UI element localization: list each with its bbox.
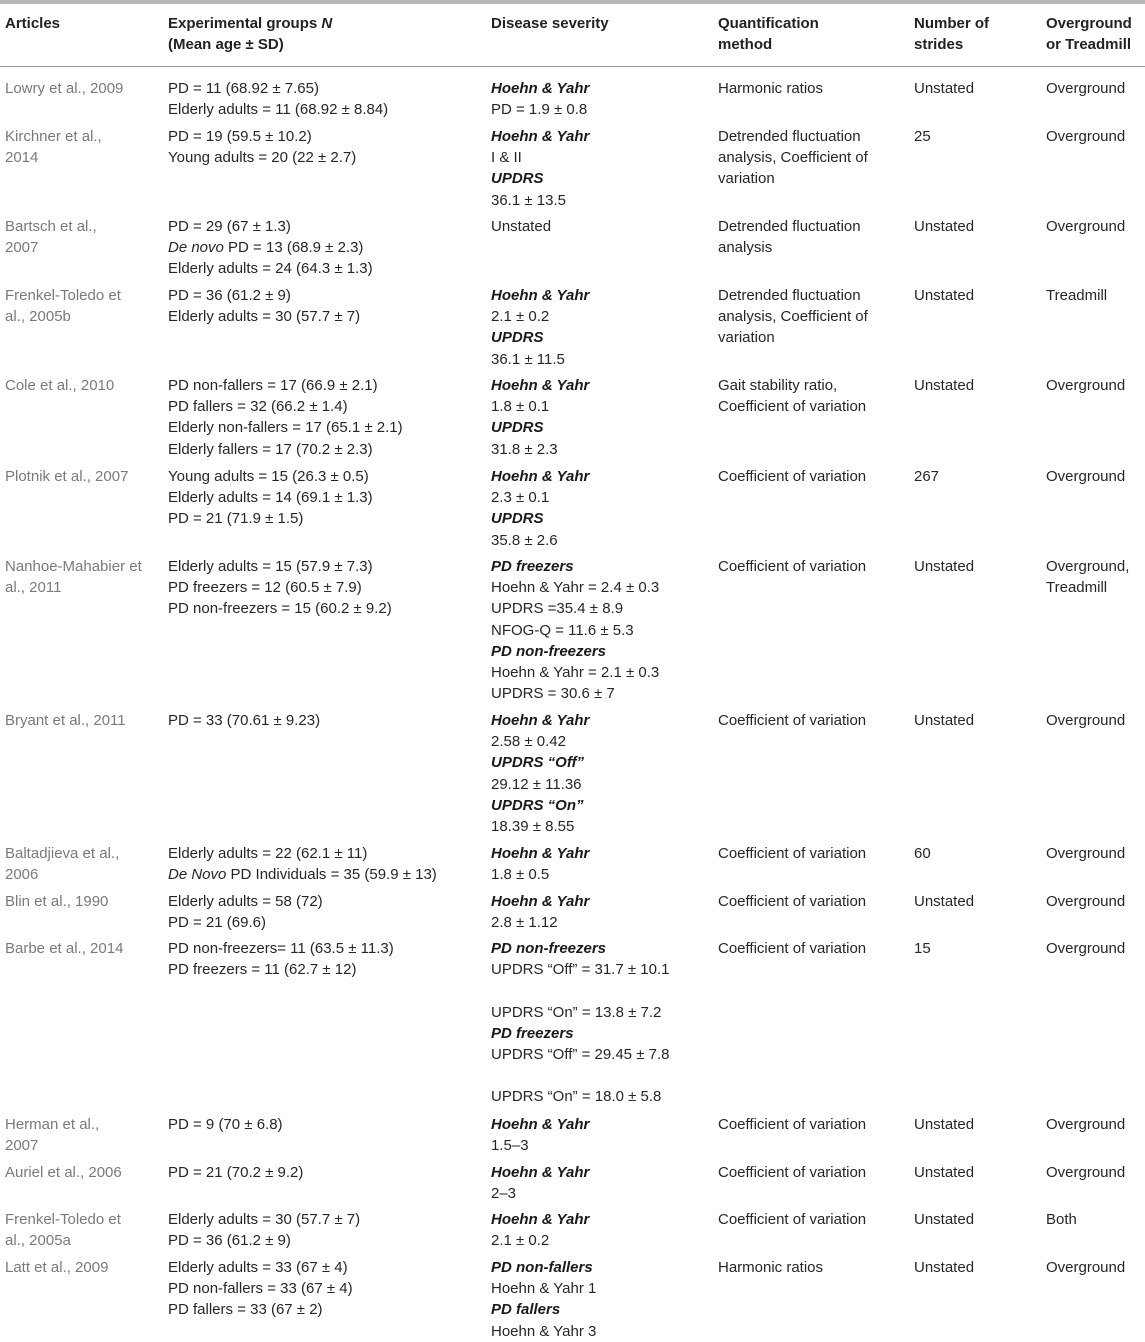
cell-number-of-strides: Unstated	[914, 893, 975, 910]
cell-overground-or-treadmill: Overground	[1046, 377, 1126, 394]
group-line	[168, 466, 468, 487]
severity-value: 2.3 ± 0.1	[491, 489, 550, 507]
severity-value: 1.8 ± 0.1	[491, 398, 550, 416]
severity-heading: PD freezers	[491, 558, 574, 575]
severity-heading: PD non-fallers	[491, 1259, 593, 1276]
group-line-text: PD fallers = 33 (67 ± 2)	[168, 1301, 323, 1319]
cell-overground-or-treadmill: Overground	[1046, 940, 1126, 957]
group-line	[168, 1114, 468, 1135]
group-line-text: Elderly adults = 58 (72)	[168, 893, 323, 910]
severity-value: UPDRS “On” = 13.8 ± 7.2	[491, 1003, 662, 1021]
severity-heading: Hoehn & Yahr	[491, 1116, 590, 1133]
group-line-text: PD non-freezers= 11 (63.5 ± 11.3)	[168, 940, 394, 957]
cell-quantification-method: Detrended fluctuation analysis	[718, 218, 861, 257]
severity-value: 1.5–3	[491, 1137, 529, 1155]
group-line-text: Young adults = 20 (22 ± 2.7)	[168, 149, 357, 167]
group-line	[168, 1230, 468, 1251]
cell-overground-or-treadmill: Overground	[1046, 1116, 1126, 1133]
cell-quantification-method: Harmonic ratios	[718, 80, 824, 97]
severity-heading: Hoehn & Yahr	[491, 712, 590, 729]
cell-disease-severity	[491, 1162, 706, 1204]
severity-value: UPDRS “On” = 18.0 ± 5.8	[491, 1088, 662, 1106]
severity-heading: Hoehn & Yahr	[491, 1164, 590, 1181]
group-line-italic: De novo	[168, 239, 224, 257]
cell-article: Barbe et al., 2014	[5, 940, 124, 957]
cell-quantification-method: Coefficient of variation	[718, 1164, 867, 1181]
severity-heading: UPDRS “Off”	[491, 754, 585, 772]
group-line	[168, 258, 468, 279]
cell-overground-or-treadmill: Overground	[1046, 128, 1126, 145]
cell-number-of-strides: Unstated	[914, 1164, 975, 1181]
group-line	[168, 556, 468, 577]
cell-experimental-groups	[168, 1114, 468, 1135]
cell-disease-severity	[491, 466, 706, 551]
cell-experimental-groups	[168, 1257, 468, 1321]
cell-number-of-strides: Unstated	[914, 558, 975, 575]
header-overground-or-treadmill: Overground or Treadmill	[1046, 15, 1132, 53]
cell-experimental-groups	[168, 938, 468, 980]
group-line-text: Elderly non-fallers = 17 (65.1 ± 2.1)	[168, 419, 403, 437]
severity-spacer	[491, 980, 706, 1001]
cell-disease-severity	[491, 216, 706, 237]
group-line-text: PD = 33 (70.61 ± 9.23)	[168, 712, 321, 729]
cell-disease-severity	[491, 556, 706, 704]
cell-disease-severity	[491, 843, 706, 885]
cell-quantification-method: Detrended fluctuation analysis, Coefficient of variation	[718, 287, 868, 347]
severity-heading: UPDRS	[491, 329, 544, 347]
group-line-text: PD freezers = 12 (60.5 ± 7.9)	[168, 579, 362, 597]
severity-value: Hoehn & Yahr = 2.1 ± 0.3	[491, 664, 660, 682]
cell-quantification-method: Coefficient of variation	[718, 1211, 867, 1228]
group-line	[168, 237, 468, 258]
severity-heading: Hoehn & Yahr	[491, 1211, 590, 1228]
cell-number-of-strides: Unstated	[914, 712, 975, 729]
group-line-text: PD freezers = 11 (62.7 ± 12)	[168, 961, 357, 979]
group-line	[168, 938, 468, 959]
severity-value: PD = 1.9 ± 0.8	[491, 101, 588, 119]
group-line-text: Elderly adults = 24 (64.3 ± 1.3)	[168, 260, 373, 278]
cell-article: Plotnik et al., 2007	[5, 468, 129, 485]
group-line	[168, 508, 468, 529]
group-line-text: PD = 21 (71.9 ± 1.5)	[168, 510, 304, 528]
cell-article: Bryant et al., 2011	[5, 712, 126, 729]
severity-value: I & II	[491, 149, 522, 167]
cell-experimental-groups	[168, 710, 468, 731]
header-rule	[0, 66, 1145, 67]
severity-value: 2–3	[491, 1185, 517, 1203]
severity-heading: Hoehn & Yahr	[491, 377, 590, 394]
cell-number-of-strides: 60	[914, 845, 931, 862]
group-line-text: PD = 11 (68.92 ± 7.65)	[168, 80, 319, 97]
cell-overground-or-treadmill: Overground	[1046, 845, 1126, 862]
group-line-text: PD = 9 (70 ± 6.8)	[168, 1116, 283, 1133]
cell-disease-severity	[491, 938, 706, 1108]
group-line	[168, 417, 468, 438]
cell-number-of-strides: Unstated	[914, 287, 975, 304]
cell-overground-or-treadmill: Both	[1046, 1211, 1077, 1228]
severity-heading: PD non-freezers	[491, 642, 607, 660]
group-line	[168, 959, 468, 980]
cell-experimental-groups	[168, 466, 468, 530]
cell-experimental-groups	[168, 78, 468, 120]
cell-article: Baltadjieva et al., 2006	[5, 845, 120, 884]
group-line	[168, 598, 468, 619]
cell-number-of-strides: Unstated	[914, 80, 975, 97]
group-line	[168, 126, 468, 147]
header-experimental-groups: Experimental groups N (Mean age ± SD)	[168, 15, 333, 53]
cell-quantification-method: Coefficient of variation	[718, 712, 867, 729]
cell-overground-or-treadmill: Treadmill	[1046, 287, 1108, 304]
cell-article: Cole et al., 2010	[5, 377, 115, 394]
severity-value: 2.58 ± 0.42	[491, 733, 566, 751]
cell-number-of-strides: Unstated	[914, 1116, 975, 1133]
group-line-text: PD non-fallers = 17 (66.9 ± 2.1)	[168, 377, 378, 394]
cell-experimental-groups	[168, 1162, 468, 1183]
severity-value: 1.8 ± 0.5	[491, 866, 550, 884]
group-line-text: Elderly adults = 22 (62.1 ± 11)	[168, 845, 368, 862]
cell-disease-severity	[491, 126, 706, 211]
cell-disease-severity	[491, 891, 706, 933]
severity-spacer	[491, 1065, 706, 1086]
cell-overground-or-treadmill: Overground	[1046, 80, 1126, 97]
severity-heading: PD fallers	[491, 1301, 561, 1319]
group-line	[168, 285, 468, 306]
cell-quantification-method: Coefficient of variation	[718, 558, 867, 575]
group-line-text: PD Individuals = 35 (59.9 ± 13)	[226, 866, 437, 884]
group-line	[168, 147, 468, 168]
cell-disease-severity	[491, 1209, 706, 1251]
group-line	[168, 1278, 468, 1299]
group-line-text: Young adults = 15 (26.3 ± 0.5)	[168, 468, 369, 485]
cell-number-of-strides: 267	[914, 468, 940, 485]
cell-article: Blin et al., 1990	[5, 893, 109, 910]
group-line-text: PD non-fallers = 33 (67 ± 4)	[168, 1280, 353, 1298]
group-line	[168, 99, 468, 120]
cell-number-of-strides: Unstated	[914, 1211, 975, 1228]
group-line-text: PD = 29 (67 ± 1.3)	[168, 218, 291, 235]
cell-quantification-method: Gait stability ratio, Coefficient of variation	[718, 377, 867, 416]
severity-value: 18.39 ± 8.55	[491, 818, 575, 836]
severity-heading: Hoehn & Yahr	[491, 80, 590, 97]
severity-heading: UPDRS “On”	[491, 796, 584, 814]
group-line	[168, 843, 468, 864]
severity-value: Hoehn & Yahr = 2.4 ± 0.3	[491, 579, 660, 597]
severity-value: 2.1 ± 0.2	[491, 308, 550, 326]
cell-overground-or-treadmill: Overground, Treadmill	[1046, 558, 1130, 597]
header-articles: Articles	[5, 15, 61, 32]
group-line-text: Elderly adults = 15 (57.9 ± 7.3)	[168, 558, 373, 575]
severity-value: UPDRS = 30.6 ± 7	[491, 685, 615, 703]
cell-disease-severity	[491, 1257, 706, 1342]
severity-heading: PD non-freezers	[491, 940, 607, 957]
group-line	[168, 912, 468, 933]
group-line	[168, 439, 468, 460]
cell-overground-or-treadmill: Overground	[1046, 468, 1126, 485]
group-line	[168, 891, 468, 912]
severity-value: Unstated	[491, 218, 552, 235]
cell-experimental-groups	[168, 285, 468, 327]
header-number-of-strides: Number of strides	[914, 15, 989, 53]
group-line	[168, 1299, 468, 1320]
cell-experimental-groups	[168, 556, 468, 620]
severity-value: 31.8 ± 2.3	[491, 440, 558, 458]
cell-article: Bartsch et al., 2007	[5, 218, 97, 257]
severity-heading: PD freezers	[491, 1024, 574, 1042]
group-line-text: Elderly adults = 30 (57.7 ± 7)	[168, 1211, 361, 1228]
cell-disease-severity	[491, 1114, 706, 1156]
cell-quantification-method: Coefficient of variation	[718, 893, 867, 910]
group-line	[168, 375, 468, 396]
group-line	[168, 1162, 468, 1183]
severity-value: 29.12 ± 11.36	[491, 775, 582, 793]
cell-experimental-groups	[168, 216, 468, 280]
severity-value: 2.1 ± 0.2	[491, 1232, 550, 1250]
group-line-text: PD = 21 (69.6)	[168, 914, 266, 932]
cell-quantification-method: Coefficient of variation	[718, 940, 867, 957]
cell-experimental-groups	[168, 843, 468, 885]
severity-heading: Hoehn & Yahr	[491, 845, 590, 862]
cell-disease-severity	[491, 375, 706, 460]
cell-overground-or-treadmill: Overground	[1046, 1164, 1126, 1181]
header-disease-severity: Disease severity	[491, 15, 609, 32]
cell-experimental-groups	[168, 126, 468, 168]
cell-overground-or-treadmill: Overground	[1046, 218, 1126, 235]
cell-article: Latt et al., 2009	[5, 1259, 109, 1276]
severity-value: UPDRS “Off” = 29.45 ± 7.8	[491, 1046, 670, 1063]
severity-value: 36.1 ± 11.5	[491, 350, 565, 368]
cell-article: Kirchner et al., 2014	[5, 128, 102, 167]
group-line-text: Elderly adults = 30 (57.7 ± 7)	[168, 308, 361, 326]
severity-value: Hoehn & Yahr 3	[491, 1322, 597, 1340]
cell-quantification-method: Detrended fluctuation analysis, Coefficient of variation	[718, 128, 868, 188]
severity-value: NFOG-Q = 11.6 ± 5.3	[491, 621, 634, 639]
group-line	[168, 864, 468, 885]
cell-quantification-method: Coefficient of variation	[718, 1116, 867, 1133]
cell-number-of-strides: Unstated	[914, 377, 975, 394]
severity-value: 35.8 ± 2.6	[491, 531, 558, 549]
header-quantification-method: Quantification method	[718, 15, 819, 53]
cell-overground-or-treadmill: Overground	[1046, 893, 1126, 910]
group-line	[168, 577, 468, 598]
cell-number-of-strides: Unstated	[914, 1259, 975, 1276]
group-line	[168, 487, 468, 508]
severity-value: Hoehn & Yahr 1	[491, 1280, 597, 1298]
severity-heading: UPDRS	[491, 419, 544, 437]
group-line	[168, 710, 468, 731]
cell-quantification-method: Harmonic ratios	[718, 1259, 824, 1276]
cell-disease-severity	[491, 78, 706, 120]
cell-experimental-groups	[168, 1209, 468, 1251]
severity-value: UPDRS “Off” = 31.7 ± 10.1	[491, 961, 670, 979]
severity-heading: Hoehn & Yahr	[491, 468, 590, 485]
severity-value: UPDRS =35.4 ± 8.9	[491, 600, 624, 618]
group-line	[168, 306, 468, 327]
cell-number-of-strides: 25	[914, 128, 931, 145]
severity-heading: Hoehn & Yahr	[491, 893, 590, 910]
cell-quantification-method: Coefficient of variation	[718, 468, 867, 485]
group-line-text: PD non-freezers = 15 (60.2 ± 9.2)	[168, 600, 392, 618]
severity-heading: UPDRS	[491, 510, 544, 528]
group-line-text: PD = 21 (70.2 ± 9.2)	[168, 1164, 304, 1181]
group-line-text: PD = 36 (61.2 ± 9)	[168, 287, 291, 304]
group-line	[168, 78, 468, 99]
group-line	[168, 216, 468, 237]
cell-quantification-method: Coefficient of variation	[718, 845, 867, 862]
group-line-text: Elderly adults = 33 (67 ± 4)	[168, 1259, 348, 1276]
top-rule	[0, 0, 1145, 4]
cell-article: Lowry et al., 2009	[5, 80, 124, 97]
cell-experimental-groups	[168, 375, 468, 460]
group-line-text: Elderly adults = 11 (68.92 ± 8.84)	[168, 101, 389, 119]
cell-disease-severity	[491, 710, 706, 837]
cell-article: Frenkel-Toledo et al., 2005a	[5, 1211, 121, 1250]
cell-article: Herman et al., 2007	[5, 1116, 100, 1155]
severity-value: 36.1 ± 13.5	[491, 191, 566, 209]
group-line-text: PD = 19 (59.5 ± 10.2)	[168, 128, 312, 145]
severity-value: 2.8 ± 1.12	[491, 914, 558, 932]
cell-number-of-strides: Unstated	[914, 218, 975, 235]
group-line	[168, 1209, 468, 1230]
group-line-text: Elderly fallers = 17 (70.2 ± 2.3)	[168, 440, 373, 458]
group-line-text: PD = 36 (61.2 ± 9)	[168, 1232, 291, 1250]
group-line-text: PD = 13 (68.9 ± 2.3)	[223, 239, 364, 257]
group-line	[168, 1257, 468, 1278]
cell-article: Auriel et al., 2006	[5, 1164, 122, 1181]
cell-overground-or-treadmill: Overground	[1046, 712, 1126, 729]
group-line-text: PD fallers = 32 (66.2 ± 1.4)	[168, 398, 348, 416]
cell-article: Frenkel-Toledo et al., 2005b	[5, 287, 121, 326]
group-line-italic: De Novo	[168, 866, 227, 884]
cell-experimental-groups	[168, 891, 468, 933]
severity-heading: UPDRS	[491, 170, 544, 188]
cell-overground-or-treadmill: Overground	[1046, 1259, 1126, 1276]
severity-heading: Hoehn & Yahr	[491, 128, 590, 145]
group-line	[168, 396, 468, 417]
cell-number-of-strides: 15	[914, 940, 931, 957]
cell-article: Nanhoe-Mahabier et al., 2011	[5, 558, 142, 597]
severity-heading: Hoehn & Yahr	[491, 287, 590, 304]
cell-disease-severity	[491, 285, 706, 370]
group-line-text: Elderly adults = 14 (69.1 ± 1.3)	[168, 489, 373, 507]
